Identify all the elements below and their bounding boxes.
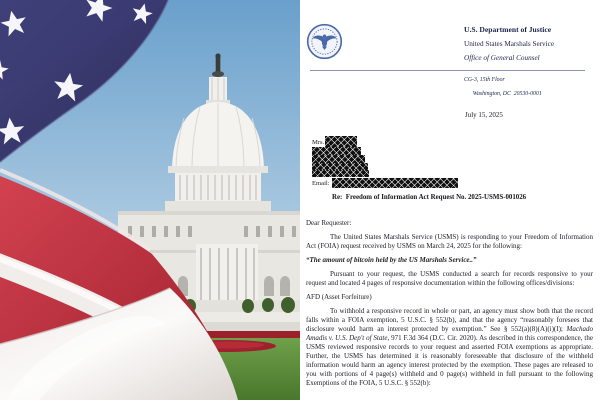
paragraph-3-after-case: , 971 F.3d 364 (D.C. Cir. 2020). As described in this correspondence, the USMS reviewed responsive records to your request and asserted FOIA exemptions as appropriate. Further, the USMS has determined it is reasonably foreseeable that disclosure of the withheld information would harm an agency interest protected by the exemption. These pages are released to you with portions of 4 page(s) withheld and 0 page(s) withheld in full pursuant to the following Exemptions of the FOIA, 5 U.S.C. § 552(b): <box>306 334 593 387</box>
office-address <box>464 77 542 105</box>
office-name: Office of General Counsel <box>464 54 540 62</box>
re-line: Re: Freedom of Information Act Request No. 2025-USMS-001026 <box>332 194 527 201</box>
agency-name: U.S. Department of Justice <box>464 25 552 34</box>
paragraph-3-before-case: To withhold a responsive record in whole or part, an agency must show both that the record falls within a FOIA exemption, 5 U.S.C. § 552(b), and that the agency “reasonably foresees that disclosure would harm an interest protected by exemption.” See § 552(a)(8)(A)(i)(I); <box>306 307 593 333</box>
redaction-address-2 <box>312 155 365 163</box>
redaction-email <box>332 178 458 188</box>
address-line1: CG-3, 15th Floor <box>464 77 505 83</box>
request-quote: “The amount of bitcoin held by the US Marshals Service..” <box>306 256 477 264</box>
letterhead-divider <box>310 70 585 71</box>
doj-seal-icon <box>306 23 343 60</box>
foia-letter-page <box>300 0 600 400</box>
email-label: Email: <box>312 180 330 187</box>
paragraph-2: Pursuant to your request, the USMS conducted a search for records responsive to your request and located 4 pages of responsive documentation within the following offices/divisions: <box>306 270 593 287</box>
division-line: AFD (Asset Forfeiture) <box>306 293 372 301</box>
letter-date: July 15, 2025 <box>465 111 503 119</box>
redaction-address-3 <box>312 163 368 170</box>
redaction-address-4 <box>312 170 369 177</box>
paragraph-1: The United States Marshals Service (USMS) is responding to your Freedom of Information Act (FOIA) request received by USMS on March 24, 2025 for the following: <box>306 233 593 250</box>
salutation: Dear Requester: <box>306 219 352 227</box>
address-line2: Washington, DC 20530-0001 <box>472 91 542 97</box>
sub-agency-name: United States Marshals Service <box>464 40 555 48</box>
redaction-name <box>325 136 357 147</box>
recipient-prefix: Mrs. <box>312 139 325 146</box>
letter-body <box>306 219 593 393</box>
letterhead <box>464 25 554 63</box>
case-citation: Machado Amadis v. U.S. Dep't of State <box>306 325 593 342</box>
redaction-address-1 <box>312 147 361 155</box>
recipient-block <box>312 136 458 188</box>
paragraph-3 <box>306 307 593 388</box>
